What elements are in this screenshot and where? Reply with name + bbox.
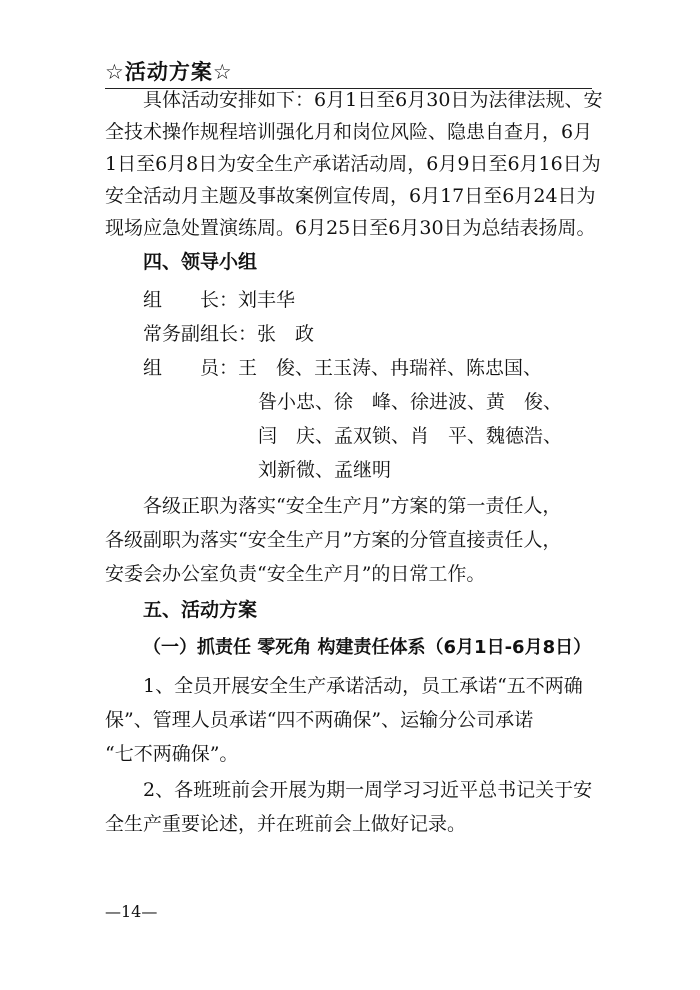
schedule-line: 全技术操作规程培训强化月和岗位风险、隐患自查月，6月: [105, 121, 593, 143]
leader-line: 闫 庆、孟双锁、肖 平、魏德浩、: [258, 425, 563, 447]
responsibility-line: 各级正职为落实“安全生产月”方案的第一责任人，: [143, 495, 562, 517]
item2-line: 全生产重要论述，并在班前会上做好记录。: [105, 813, 467, 835]
item2-line: 2、各班班前会开展为期一周学习习近平总书记关于安: [143, 779, 593, 801]
leader-line: 昝小忠、徐 峰、徐进波、黄 俊、: [258, 391, 563, 413]
schedule-line: 安全活动月主题及事故案例宣传周，6月17日至6月24日为: [105, 185, 596, 207]
section-heading-plan: 五、活动方案: [143, 599, 258, 621]
leader-line: 组 长：刘丰华: [143, 289, 296, 311]
schedule-line: 1日至6月8日为安全生产承诺活动周，6月9日至6月16日为: [105, 153, 601, 175]
schedule-line: 具体活动安排如下：6月1日至6月30日为法律法规、安: [143, 89, 603, 111]
item1-line: 保”、管理人员承诺“四不两确保”、运输分公司承诺: [105, 709, 534, 731]
responsibility-line: 安委会办公室负责“安全生产月”的日常工作。: [105, 563, 486, 585]
item1-line: 1、全员开展安全生产承诺活动，员工承诺“五不两确: [143, 675, 583, 697]
subsection-heading: （一）抓责任 零死角 构建责任体系（6月1日-6月8日）: [143, 637, 592, 658]
leader-line: 刘新微、孟继明: [258, 459, 392, 481]
page-header: [105, 56, 592, 89]
leader-line: 组 员：王 俊、王玉涛、冉瑞祥、陈忠国、: [143, 357, 543, 379]
section-heading-leadership: 四、领导小组: [143, 251, 258, 273]
item1-line: “七不两确保”。: [105, 743, 239, 765]
responsibility-line: 各级副职为落实“安全生产月”方案的分管直接责任人，: [105, 529, 562, 551]
header-title: ☆活动方案☆: [105, 60, 233, 84]
schedule-line: 现场应急处置演练周。6月25日至6月30日为总结表扬周。: [105, 217, 596, 239]
page-number: —14—: [105, 902, 158, 921]
leader-line: 常务副组长：张 政: [143, 323, 315, 345]
